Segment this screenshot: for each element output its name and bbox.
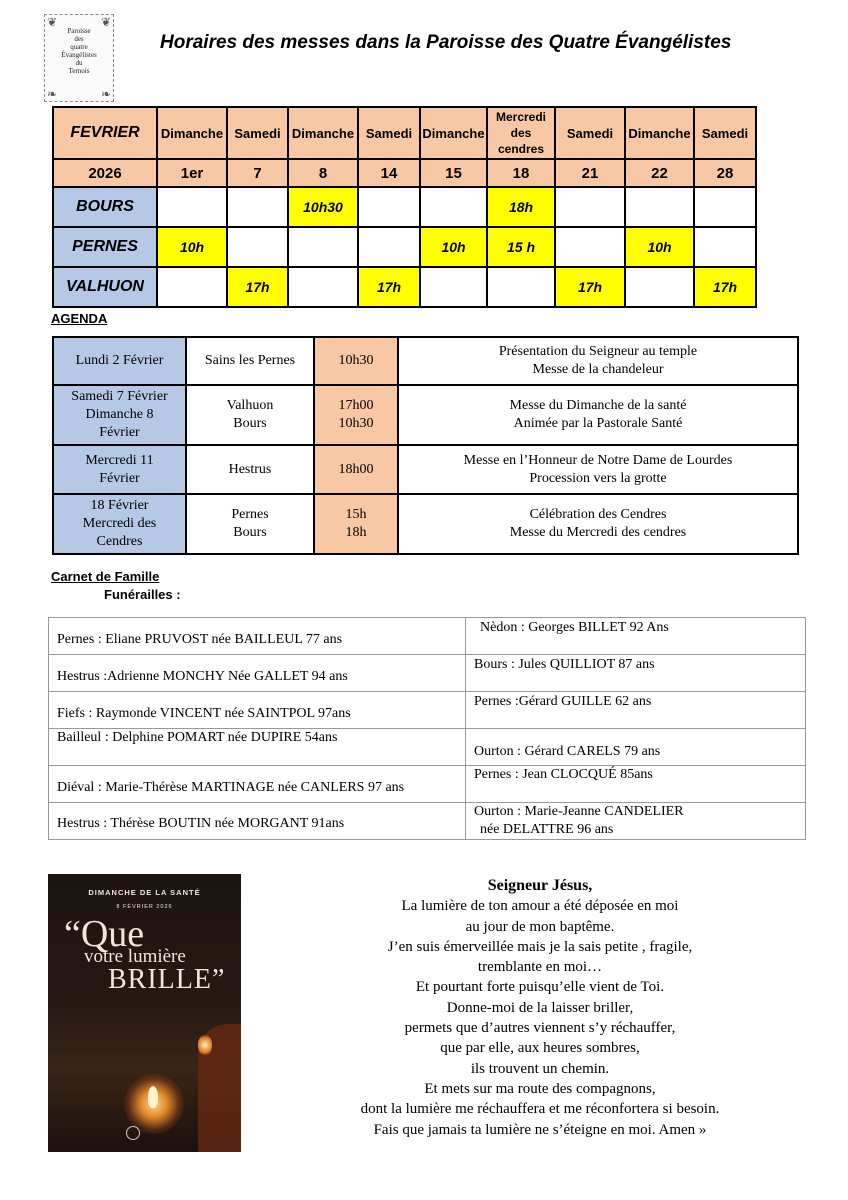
agenda-desc-cell: Messe en l’Honneur de Notre Dame de Lourdes Procession vers la grotte xyxy=(398,445,798,494)
prayer-line: Et mets sur ma route des compagnons, xyxy=(424,1080,656,1097)
date-cell: 28 xyxy=(694,159,756,187)
time-cell: 17h xyxy=(694,267,756,307)
year-cell: 2026 xyxy=(53,159,157,187)
table-row xyxy=(53,385,798,445)
carnet-heading: Carnet de Famille xyxy=(51,569,160,584)
time-cell xyxy=(227,187,288,227)
table-row xyxy=(49,655,806,692)
funeral-entry: Pernes :Gérard GUILLE 62 ans xyxy=(466,692,806,729)
time-cell xyxy=(227,227,288,267)
prayer-line: permets que d’autres viennent s’y réchauffer, xyxy=(404,1020,676,1037)
time-cell: 10h xyxy=(420,227,487,267)
agenda-place-cell: Sains les Pernes xyxy=(186,337,314,385)
date-cell: 18 xyxy=(487,159,555,187)
date-cell: 8 xyxy=(288,159,358,187)
table-row xyxy=(53,187,756,227)
date-cell: 15 xyxy=(420,159,487,187)
time-cell: 10h xyxy=(625,227,694,267)
time-cell xyxy=(288,267,358,307)
day-cell: Dimanche xyxy=(420,107,487,159)
funeral-entry: Hestrus :Adrienne MONCHY Née GALLET 94 ans xyxy=(49,655,466,692)
prayer-text xyxy=(320,876,760,1140)
time-cell xyxy=(555,187,625,227)
time-cell: 10h30 xyxy=(288,187,358,227)
table-row xyxy=(53,227,756,267)
agenda-date-cell: Mercredi 11 Février xyxy=(53,445,186,494)
time-cell xyxy=(420,187,487,227)
time-cell xyxy=(358,187,420,227)
health-sunday-poster xyxy=(48,874,241,1152)
time-cell xyxy=(157,267,227,307)
poster-heading: DIMANCHE DE LA SANTÉ xyxy=(88,888,201,897)
funerals-heading: Funérailles : xyxy=(104,587,181,602)
day-cell: Dimanche xyxy=(157,107,227,159)
poster-line-2: votre lumière xyxy=(84,946,186,967)
prayer-line: au jour de mon baptême. xyxy=(465,918,615,935)
time-cell xyxy=(625,267,694,307)
day-cell: Samedi xyxy=(694,107,756,159)
prayer-line: dont la lumière me réchauffera et me réconfortera si besoin. xyxy=(360,1101,720,1118)
day-cell: Mercredi des cendres xyxy=(487,107,555,159)
date-cell: 22 xyxy=(625,159,694,187)
eagle-ornament-icon: ❧ xyxy=(100,87,111,101)
agenda-time-cell: 18h00 xyxy=(314,445,398,494)
agenda-desc-cell: Messe du Dimanche de la santé Animée par la Pastorale Santé xyxy=(398,385,798,445)
angel-ornament-icon: ❦ xyxy=(47,15,58,29)
agenda-date-cell: Lundi 2 Février xyxy=(53,337,186,385)
angel-ornament-icon: ❦ xyxy=(100,15,111,29)
prayer-line: que par elle, aux heures sombres, xyxy=(440,1040,640,1057)
prayer-line: Et pourtant forte puisqu’elle vient de Toi. xyxy=(415,979,665,996)
poster-date: 8 FÉVRIER 2026 xyxy=(116,904,173,910)
table-row xyxy=(49,803,806,840)
prayer-line: La lumière de ton amour a été déposée en moi xyxy=(401,898,679,915)
agenda-place-cell: Valhuon Bours xyxy=(186,385,314,445)
time-cell xyxy=(288,227,358,267)
agenda-date-cell: 18 Février Mercredi des Cendres xyxy=(53,494,186,554)
date-cell: 14 xyxy=(358,159,420,187)
prayer-line: tremblante en moi… xyxy=(477,959,603,976)
agenda-date-cell: Samedi 7 Février Dimanche 8 Février xyxy=(53,385,186,445)
table-row xyxy=(49,766,806,803)
prayer-line: J’en suis émerveillée mais je la sais petite , fragile, xyxy=(387,938,693,955)
funeral-entry: Fiefs : Raymonde VINCENT née SAINTPOL 97ans xyxy=(49,692,466,729)
time-cell xyxy=(358,227,420,267)
agenda-place-cell: Pernes Bours xyxy=(186,494,314,554)
time-cell xyxy=(420,267,487,307)
time-cell: 18h xyxy=(487,187,555,227)
funeral-entry: Ourton : Gérard CARELS 79 ans xyxy=(466,729,806,766)
funeral-entry: Pernes : Eliane PRUVOST née BAILLEUL 77 ans xyxy=(49,618,466,655)
funeral-entry: Pernes : Jean CLOCQUÉ 85ans xyxy=(466,766,806,803)
time-cell xyxy=(694,227,756,267)
agenda-desc-cell: Présentation du Seigneur au temple Messe de la chandeleur xyxy=(398,337,798,385)
location-cell: PERNES xyxy=(53,227,157,267)
days-header-row xyxy=(53,107,756,159)
mass-schedule-table xyxy=(52,106,757,308)
funeral-entry: Bailleul : Delphine POMART née DUPIRE 54ans xyxy=(49,729,466,766)
poster-line-3: BRILLE” xyxy=(108,964,226,995)
prayer-line: ils trouvent un chemin. xyxy=(470,1060,610,1077)
agenda-place-cell: Hestrus xyxy=(186,445,314,494)
date-cell: 21 xyxy=(555,159,625,187)
agenda-time-cell: 10h30 xyxy=(314,337,398,385)
agenda-time-cell: 17h00 10h30 xyxy=(314,385,398,445)
lion-ornament-icon: ❧ xyxy=(47,87,58,101)
time-cell: 17h xyxy=(555,267,625,307)
small-candle-icon xyxy=(198,1034,212,1056)
day-cell: Samedi xyxy=(358,107,420,159)
agenda-heading: AGENDA xyxy=(51,311,108,326)
time-cell xyxy=(555,227,625,267)
funeral-entry: Bours : Jules QUILLIOT 87 ans xyxy=(466,655,806,692)
table-row xyxy=(53,445,798,494)
table-row xyxy=(49,692,806,729)
time-cell xyxy=(694,187,756,227)
funeral-entry: Diéval : Marie-Thérèse MARTINAGE née CANLERS 97 ans xyxy=(49,766,466,803)
day-cell: Dimanche xyxy=(625,107,694,159)
date-cell: 7 xyxy=(227,159,288,187)
table-row xyxy=(53,267,756,307)
agenda-table xyxy=(52,336,799,555)
parish-logo xyxy=(44,14,114,102)
dates-header-row xyxy=(53,159,756,187)
time-cell: 10h xyxy=(157,227,227,267)
candle-flame-icon xyxy=(148,1086,158,1108)
time-cell xyxy=(625,187,694,227)
funerals-table xyxy=(48,617,806,840)
agenda-desc-cell: Célébration des Cendres Messe du Mercredi des cendres xyxy=(398,494,798,554)
funeral-entry: Hestrus : Thérèse BOUTIN née MORGANT 91ans xyxy=(49,803,466,840)
time-cell xyxy=(157,187,227,227)
table-row xyxy=(53,494,798,554)
agenda-time-cell: 15h 18h xyxy=(314,494,398,554)
time-cell xyxy=(487,267,555,307)
day-cell: Samedi xyxy=(555,107,625,159)
time-cell: 15 h xyxy=(487,227,555,267)
prayer-line: Fais que jamais ta lumière ne s’éteigne en moi. Amen » xyxy=(373,1121,707,1138)
poster-line-1: “Que xyxy=(64,913,145,955)
logo-text: Paroisse des quatre Évangélistes du Ternois xyxy=(61,27,97,75)
church-logo-icon xyxy=(126,1126,140,1140)
month-cell: FEVRIER xyxy=(53,107,157,159)
prayer-title: Seigneur Jésus, xyxy=(487,877,593,894)
page-title: Horaires des messes dans la Paroisse des Quatre Évangélistes xyxy=(160,32,732,53)
location-cell: VALHUON xyxy=(53,267,157,307)
location-cell: BOURS xyxy=(53,187,157,227)
table-row xyxy=(53,337,798,385)
date-cell: 1er xyxy=(157,159,227,187)
day-cell: Dimanche xyxy=(288,107,358,159)
funeral-entry: Nèdon : Georges BILLET 92 Ans xyxy=(466,618,806,655)
prayer-line: Donne-moi de la laisser briller, xyxy=(446,999,634,1016)
day-cell: Samedi xyxy=(227,107,288,159)
funeral-entry: Ourton : Marie-Jeanne CANDELIER née DELATTRE 96 ans xyxy=(466,803,806,840)
time-cell: 17h xyxy=(227,267,288,307)
time-cell: 17h xyxy=(358,267,420,307)
table-row xyxy=(49,729,806,766)
table-row xyxy=(49,618,806,655)
